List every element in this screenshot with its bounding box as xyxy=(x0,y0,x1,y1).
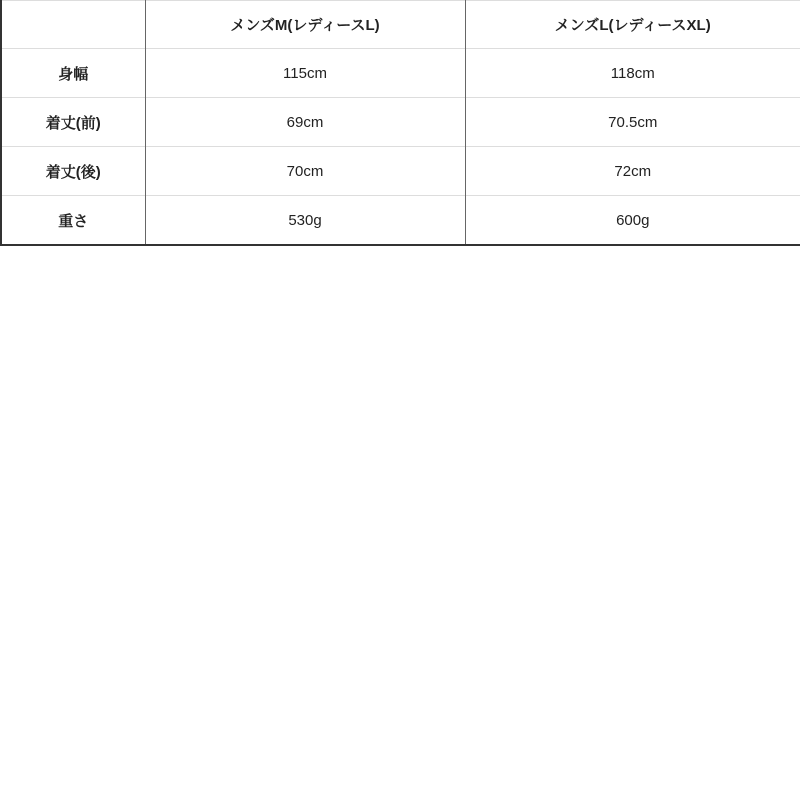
table-row-length-back xyxy=(1,147,800,196)
row-label-length-front: 着丈(前) xyxy=(1,98,145,147)
column-header-mens-m: メンズM(レディースL) xyxy=(145,1,465,49)
corner-cell xyxy=(1,1,145,49)
value-weight-l: 600g xyxy=(465,196,800,246)
row-label-length-back: 着丈(後) xyxy=(1,147,145,196)
value-length-back-l: 72cm xyxy=(465,147,800,196)
row-label-body-width: 身幅 xyxy=(1,49,145,98)
table-row-weight xyxy=(1,196,800,246)
value-length-front-l: 70.5cm xyxy=(465,98,800,147)
value-weight-m: 530g xyxy=(145,196,465,246)
value-body-width-m: 115cm xyxy=(145,49,465,98)
value-length-back-m: 70cm xyxy=(145,147,465,196)
value-body-width-l: 118cm xyxy=(465,49,800,98)
size-spec-table xyxy=(0,0,800,246)
column-header-mens-l: メンズL(レディースXL) xyxy=(465,1,800,49)
header-row xyxy=(1,1,800,49)
row-label-weight: 重さ xyxy=(1,196,145,246)
table-row-body-width xyxy=(1,49,800,98)
table-row-length-front xyxy=(1,98,800,147)
value-length-front-m: 69cm xyxy=(145,98,465,147)
